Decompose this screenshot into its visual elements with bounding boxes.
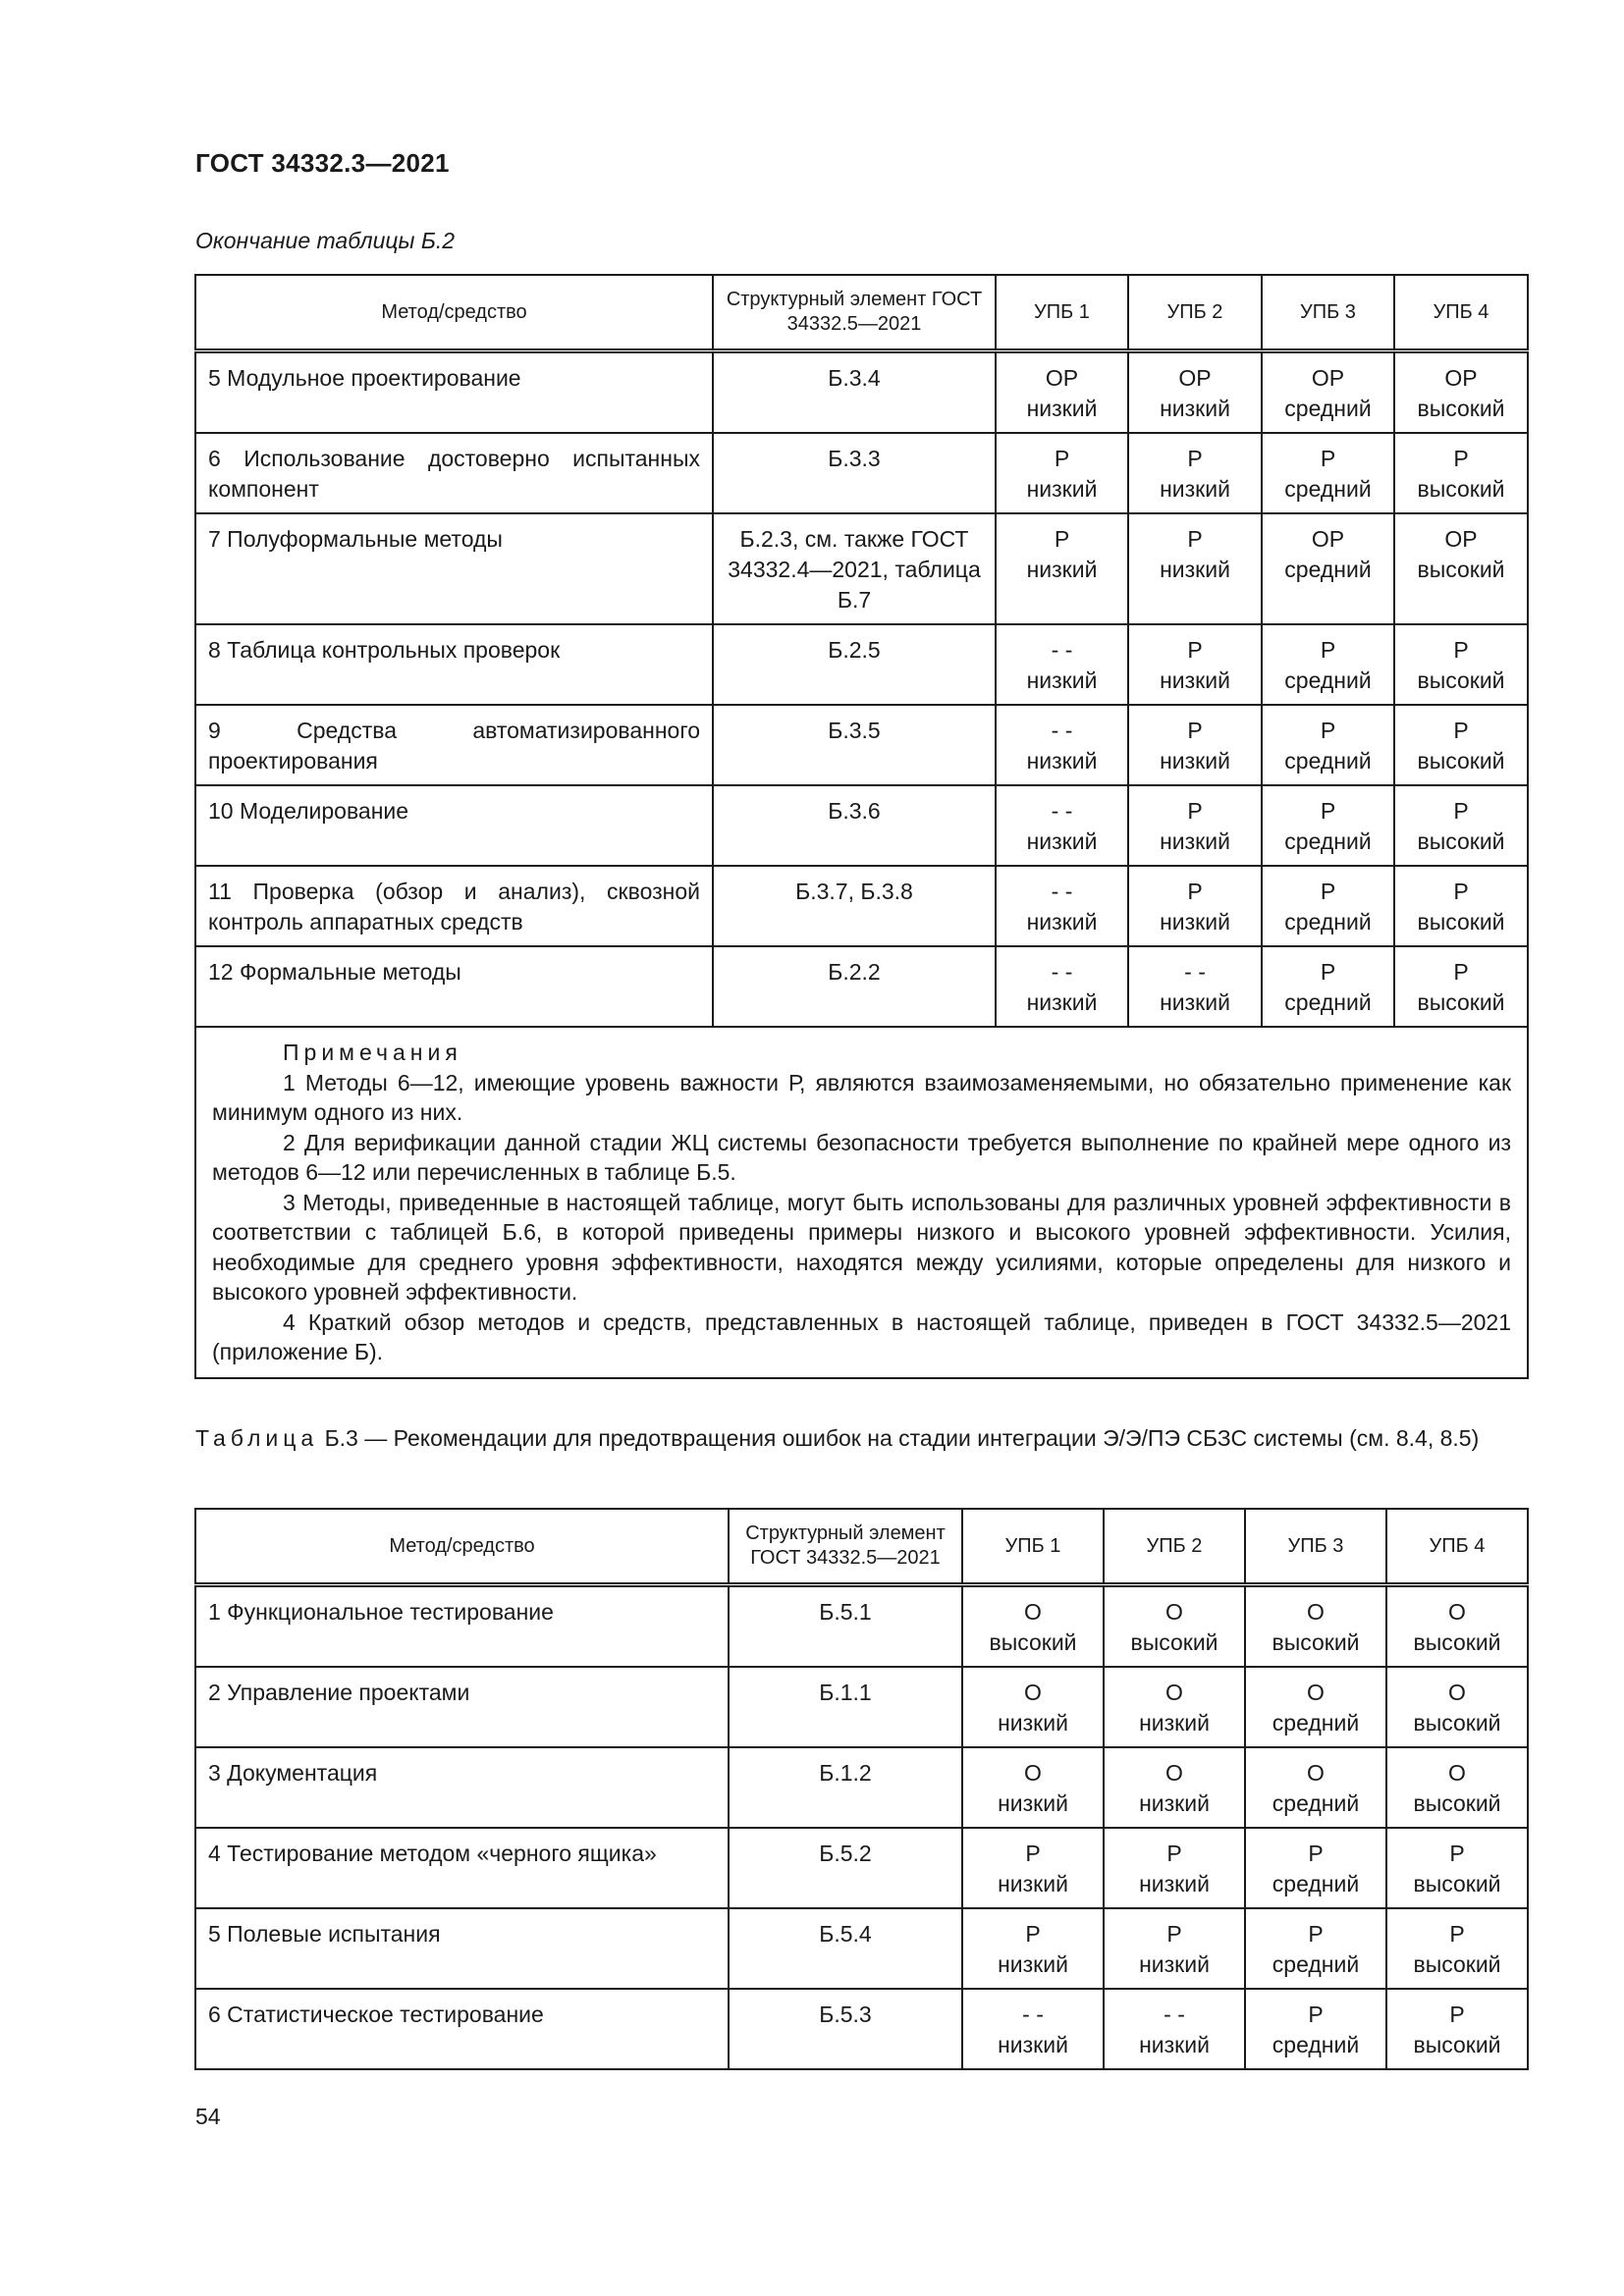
method-cell: 5 Модульное проектирование <box>195 351 713 434</box>
importance-level: ОР <box>1444 526 1478 552</box>
structural-element-cell: Б.3.4 <box>713 351 996 434</box>
notes-row <box>195 1027 1528 1378</box>
effectiveness-level: высокий <box>1130 1629 1218 1655</box>
effectiveness-level: низкий <box>1026 828 1098 854</box>
effectiveness-level: средний <box>1284 396 1372 421</box>
importance-level: Р <box>1449 1921 1465 1947</box>
importance-level: Р <box>1320 798 1336 824</box>
importance-level: Р <box>1308 2002 1324 2027</box>
structural-element-cell: Б.5.2 <box>729 1828 962 1908</box>
effectiveness-level: низкий <box>1160 667 1230 693</box>
header-upb1: УПБ 1 <box>996 275 1128 351</box>
importance-level: ОР <box>1178 365 1212 391</box>
caption-label: Таблица <box>195 1425 319 1451</box>
effectiveness-level: низкий <box>1026 557 1098 582</box>
upb1-cell <box>962 1908 1104 1989</box>
structural-element-cell: Б.3.5 <box>713 705 996 785</box>
table-row <box>195 1667 1528 1747</box>
effectiveness-level: средний <box>1272 1951 1360 1977</box>
effectiveness-level: средний <box>1284 557 1372 582</box>
upb3-cell <box>1245 1908 1386 1989</box>
structural-element-cell: Б.1.1 <box>729 1667 962 1747</box>
structural-element-cell: Б.3.7, Б.3.8 <box>713 866 996 946</box>
upb1-cell <box>962 1828 1104 1908</box>
structural-element-cell: Б.5.1 <box>729 1585 962 1668</box>
effectiveness-level: высокий <box>1417 909 1505 934</box>
note-item: 4 Краткий обзор методов и средств, представленных в настоящей таблице, приведен в ГОСТ 34332.5—2021 (приложение Б). <box>212 1308 1511 1364</box>
upb4-cell <box>1394 705 1528 785</box>
upb1-cell <box>996 513 1128 624</box>
upb1-cell <box>962 1585 1104 1668</box>
upb2-cell <box>1128 705 1262 785</box>
effectiveness-level: средний <box>1272 1871 1360 1896</box>
header-method: Метод/средство <box>195 275 713 351</box>
header-upb4: УПБ 4 <box>1386 1509 1528 1585</box>
table-b2 <box>194 274 1529 1379</box>
effectiveness-level: низкий <box>1139 1710 1210 1735</box>
effectiveness-level: низкий <box>1026 396 1098 421</box>
page-number: 54 <box>195 2104 221 2129</box>
upb4-cell <box>1394 946 1528 1027</box>
effectiveness-level: высокий <box>1413 1629 1501 1655</box>
effectiveness-level: низкий <box>1160 748 1230 774</box>
upb4-cell <box>1386 1585 1528 1668</box>
upb2-cell <box>1128 946 1262 1027</box>
importance-level: О <box>1307 1680 1325 1705</box>
upb3-cell <box>1262 624 1394 705</box>
effectiveness-level: высокий <box>1413 1871 1501 1896</box>
importance-level: Р <box>1453 446 1469 471</box>
upb4-cell <box>1386 1747 1528 1828</box>
table-row <box>195 1908 1528 1989</box>
importance-level: - - <box>1051 959 1073 985</box>
structural-element-cell: Б.5.3 <box>729 1989 962 2069</box>
upb4-cell <box>1394 351 1528 434</box>
notes-cell <box>195 1027 1528 1378</box>
upb1-cell <box>996 866 1128 946</box>
importance-level: Р <box>1453 637 1469 663</box>
table-row <box>195 866 1528 946</box>
importance-level: Р <box>1025 1841 1041 1866</box>
upb2-cell <box>1104 1908 1245 1989</box>
upb1-cell <box>996 624 1128 705</box>
importance-level: О <box>1024 1760 1042 1786</box>
importance-level: Р <box>1166 1921 1182 1947</box>
importance-level: Р <box>1187 798 1203 824</box>
upb2-cell <box>1104 1747 1245 1828</box>
upb4-cell <box>1386 1828 1528 1908</box>
upb4-cell <box>1394 785 1528 866</box>
importance-level: О <box>1307 1599 1325 1625</box>
table-row <box>195 351 1528 434</box>
upb2-cell <box>1128 433 1262 513</box>
importance-level: Р <box>1320 446 1336 471</box>
importance-level: Р <box>1320 959 1336 985</box>
importance-level: ОР <box>1311 526 1345 552</box>
upb1-cell <box>996 785 1128 866</box>
importance-level: Р <box>1453 718 1469 743</box>
method-cell: 12 Формальные методы <box>195 946 713 1027</box>
effectiveness-level: низкий <box>998 1710 1068 1735</box>
importance-level: Р <box>1054 526 1070 552</box>
effectiveness-level: низкий <box>998 1871 1068 1896</box>
importance-level: Р <box>1320 879 1336 904</box>
effectiveness-level: высокий <box>1417 476 1505 502</box>
effectiveness-level: средний <box>1284 989 1372 1015</box>
importance-level: Р <box>1187 446 1203 471</box>
importance-level: О <box>1448 1680 1466 1705</box>
upb4-cell <box>1394 624 1528 705</box>
header-upb3: УПБ 3 <box>1245 1509 1386 1585</box>
importance-level: Р <box>1166 1841 1182 1866</box>
effectiveness-level: низкий <box>1160 396 1230 421</box>
upb2-cell <box>1104 1667 1245 1747</box>
effectiveness-level: низкий <box>1026 667 1098 693</box>
table-row <box>195 1989 1528 2069</box>
effectiveness-level: средний <box>1272 1790 1360 1816</box>
effectiveness-level: низкий <box>1160 909 1230 934</box>
effectiveness-level: низкий <box>1160 828 1230 854</box>
structural-element-cell: Б.2.3, см. также ГОСТ 34332.4—2021, таблица Б.7 <box>713 513 996 624</box>
effectiveness-level: высокий <box>989 1629 1077 1655</box>
upb4-cell <box>1386 1908 1528 1989</box>
note-item: 1 Методы 6—12, имеющие уровень важности Р, являются взаимозаменяемыми, но обязательно применение как минимум одного из них. <box>212 1069 1511 1125</box>
method-cell: 10 Моделирование <box>195 785 713 866</box>
header-structural-element: Структурный элемент ГОСТ 34332.5—2021 <box>729 1509 962 1585</box>
structural-element-cell: Б.3.6 <box>713 785 996 866</box>
importance-level: - - <box>1184 959 1206 985</box>
upb4-cell <box>1386 1667 1528 1747</box>
upb3-cell <box>1245 1667 1386 1747</box>
upb4-cell <box>1394 513 1528 624</box>
table-body <box>195 1585 1528 2070</box>
upb1-cell <box>996 351 1128 434</box>
importance-level: О <box>1024 1680 1042 1705</box>
importance-level: - - <box>1022 2002 1044 2027</box>
header-upb2: УПБ 2 <box>1104 1509 1245 1585</box>
upb3-cell <box>1262 785 1394 866</box>
effectiveness-level: низкий <box>1026 476 1098 502</box>
upb4-cell <box>1394 866 1528 946</box>
importance-level: ОР <box>1045 365 1079 391</box>
effectiveness-level: низкий <box>1139 1871 1210 1896</box>
table-b3 <box>194 1508 1529 2070</box>
effectiveness-level: высокий <box>1417 748 1505 774</box>
importance-level: Р <box>1025 1921 1041 1947</box>
effectiveness-level: низкий <box>1139 2032 1210 2057</box>
importance-level: О <box>1448 1599 1466 1625</box>
table-row <box>195 705 1528 785</box>
method-cell: 3 Документация <box>195 1747 729 1828</box>
header-upb2: УПБ 2 <box>1128 275 1262 351</box>
importance-level: О <box>1165 1599 1183 1625</box>
upb1-cell <box>996 433 1128 513</box>
upb2-cell <box>1104 1828 1245 1908</box>
method-cell: 5 Полевые испытания <box>195 1908 729 1989</box>
upb4-cell <box>1394 433 1528 513</box>
effectiveness-level: высокий <box>1417 667 1505 693</box>
upb3-cell <box>1262 351 1394 434</box>
structural-element-cell: Б.5.4 <box>729 1908 962 1989</box>
importance-level: ОР <box>1311 365 1345 391</box>
note-item: 3 Методы, приведенные в настоящей таблице, могут быть использованы для различных уровней эффективности в соответствии с таблицей Б.6, в которой приведены примеры низкого и высокого уровней эффективности. Усилия, необходимые для среднего уровня эффективности, находятся между усилиями, которые определены для низкого и высокого уровней эффективности. <box>212 1189 1511 1305</box>
importance-level: О <box>1024 1599 1042 1625</box>
importance-level: - - <box>1051 879 1073 904</box>
effectiveness-level: высокий <box>1417 396 1505 421</box>
table-row <box>195 433 1528 513</box>
upb3-cell <box>1245 1585 1386 1668</box>
effectiveness-level: высокий <box>1272 1629 1360 1655</box>
importance-level: Р <box>1320 637 1336 663</box>
upb2-cell <box>1104 1989 1245 2069</box>
upb3-cell <box>1245 1989 1386 2069</box>
effectiveness-level: средний <box>1284 909 1372 934</box>
table-row <box>195 513 1528 624</box>
table-header-row <box>195 1509 1528 1585</box>
header-upb4: УПБ 4 <box>1394 275 1528 351</box>
effectiveness-level: средний <box>1272 2032 1360 2057</box>
effectiveness-level: низкий <box>1026 989 1098 1015</box>
importance-level: - - <box>1051 718 1073 743</box>
method-cell: 9 Средства автоматизированного проектирования <box>195 705 713 785</box>
upb2-cell <box>1128 785 1262 866</box>
upb3-cell <box>1245 1828 1386 1908</box>
method-cell: 7 Полуформальные методы <box>195 513 713 624</box>
table-row <box>195 946 1528 1027</box>
effectiveness-level: средний <box>1284 476 1372 502</box>
effectiveness-level: высокий <box>1417 989 1505 1015</box>
importance-level: - - <box>1164 2002 1185 2027</box>
effectiveness-level: средний <box>1284 828 1372 854</box>
method-cell: 6 Использование достоверно испытанных компонент <box>195 433 713 513</box>
importance-level: Р <box>1187 526 1203 552</box>
document-header: ГОСТ 34332.3—2021 <box>195 148 450 178</box>
upb3-cell <box>1262 946 1394 1027</box>
table-row <box>195 1828 1528 1908</box>
importance-level: Р <box>1453 959 1469 985</box>
table-row <box>195 1747 1528 1828</box>
importance-level: - - <box>1051 798 1073 824</box>
importance-level: О <box>1448 1760 1466 1786</box>
importance-level: Р <box>1449 1841 1465 1866</box>
table-body <box>195 351 1528 1028</box>
header-structural-element: Структурный элемент ГОСТ 34332.5—2021 <box>713 275 996 351</box>
effectiveness-level: низкий <box>1139 1790 1210 1816</box>
importance-level: Р <box>1320 718 1336 743</box>
structural-element-cell: Б.2.5 <box>713 624 996 705</box>
notes-title: Примечания <box>283 1040 462 1065</box>
header-method: Метод/средство <box>195 1509 729 1585</box>
upb3-cell <box>1262 433 1394 513</box>
upb3-cell <box>1262 866 1394 946</box>
effectiveness-level: средний <box>1272 1710 1360 1735</box>
upb2-cell <box>1128 624 1262 705</box>
effectiveness-level: низкий <box>1139 1951 1210 1977</box>
note-item: 2 Для верификации данной стадии ЖЦ системы безопасности требуется выполнение по крайней мере одного из методов 6—12 или перечисленных в таблице Б.5. <box>212 1129 1511 1185</box>
header-upb1: УПБ 1 <box>962 1509 1104 1585</box>
upb3-cell <box>1262 513 1394 624</box>
importance-level: Р <box>1187 718 1203 743</box>
effectiveness-level: высокий <box>1417 557 1505 582</box>
effectiveness-level: низкий <box>998 1790 1068 1816</box>
effectiveness-level: низкий <box>998 2032 1068 2057</box>
importance-level: ОР <box>1444 365 1478 391</box>
effectiveness-level: средний <box>1284 748 1372 774</box>
table-continuation-label: Окончание таблицы Б.2 <box>195 228 456 253</box>
upb1-cell <box>962 1667 1104 1747</box>
upb2-cell <box>1128 513 1262 624</box>
upb3-cell <box>1245 1747 1386 1828</box>
header-upb3: УПБ 3 <box>1262 275 1394 351</box>
effectiveness-level: высокий <box>1413 1951 1501 1977</box>
upb1-cell <box>996 946 1128 1027</box>
upb1-cell <box>996 705 1128 785</box>
table-header-row <box>195 275 1528 351</box>
importance-level: Р <box>1449 2002 1465 2027</box>
importance-level: О <box>1165 1680 1183 1705</box>
structural-element-cell: Б.2.2 <box>713 946 996 1027</box>
effectiveness-level: средний <box>1284 667 1372 693</box>
structural-element-cell: Б.1.2 <box>729 1747 962 1828</box>
effectiveness-level: высокий <box>1413 1710 1501 1735</box>
method-cell: 4 Тестирование методом «черного ящика» <box>195 1828 729 1908</box>
effectiveness-level: низкий <box>1026 909 1098 934</box>
effectiveness-level: высокий <box>1413 1790 1501 1816</box>
upb2-cell <box>1128 866 1262 946</box>
upb2-cell <box>1104 1585 1245 1668</box>
caption-text: Б.3 — Рекомендации для предотвращения ошибок на стадии интеграции Э/Э/ПЭ СБЗС системы (см. 8.4, 8.5) <box>324 1425 1480 1451</box>
method-cell: 1 Функциональное тестирование <box>195 1585 729 1668</box>
importance-level: Р <box>1453 798 1469 824</box>
upb1-cell <box>962 1989 1104 2069</box>
importance-level: - - <box>1051 637 1073 663</box>
upb3-cell <box>1262 705 1394 785</box>
method-cell: 6 Статистическое тестирование <box>195 1989 729 2069</box>
method-cell: 11 Проверка (обзор и анализ), сквозной контроль аппаратных средств <box>195 866 713 946</box>
method-cell: 8 Таблица контрольных проверок <box>195 624 713 705</box>
effectiveness-level: низкий <box>1160 476 1230 502</box>
table-row <box>195 785 1528 866</box>
structural-element-cell: Б.3.3 <box>713 433 996 513</box>
importance-level: Р <box>1187 879 1203 904</box>
importance-level: Р <box>1308 1841 1324 1866</box>
effectiveness-level: низкий <box>1160 989 1230 1015</box>
table-row <box>195 1585 1528 1668</box>
importance-level: Р <box>1308 1921 1324 1947</box>
effectiveness-level: высокий <box>1417 828 1505 854</box>
effectiveness-level: низкий <box>1026 748 1098 774</box>
importance-level: О <box>1165 1760 1183 1786</box>
upb4-cell <box>1386 1989 1528 2069</box>
table-b3-caption <box>195 1421 1526 1455</box>
effectiveness-level: низкий <box>1160 557 1230 582</box>
effectiveness-level: низкий <box>998 1951 1068 1977</box>
upb2-cell <box>1128 351 1262 434</box>
table-row <box>195 624 1528 705</box>
importance-level: Р <box>1453 879 1469 904</box>
upb1-cell <box>962 1747 1104 1828</box>
method-cell: 2 Управление проектами <box>195 1667 729 1747</box>
importance-level: Р <box>1187 637 1203 663</box>
importance-level: О <box>1307 1760 1325 1786</box>
importance-level: Р <box>1054 446 1070 471</box>
effectiveness-level: высокий <box>1413 2032 1501 2057</box>
